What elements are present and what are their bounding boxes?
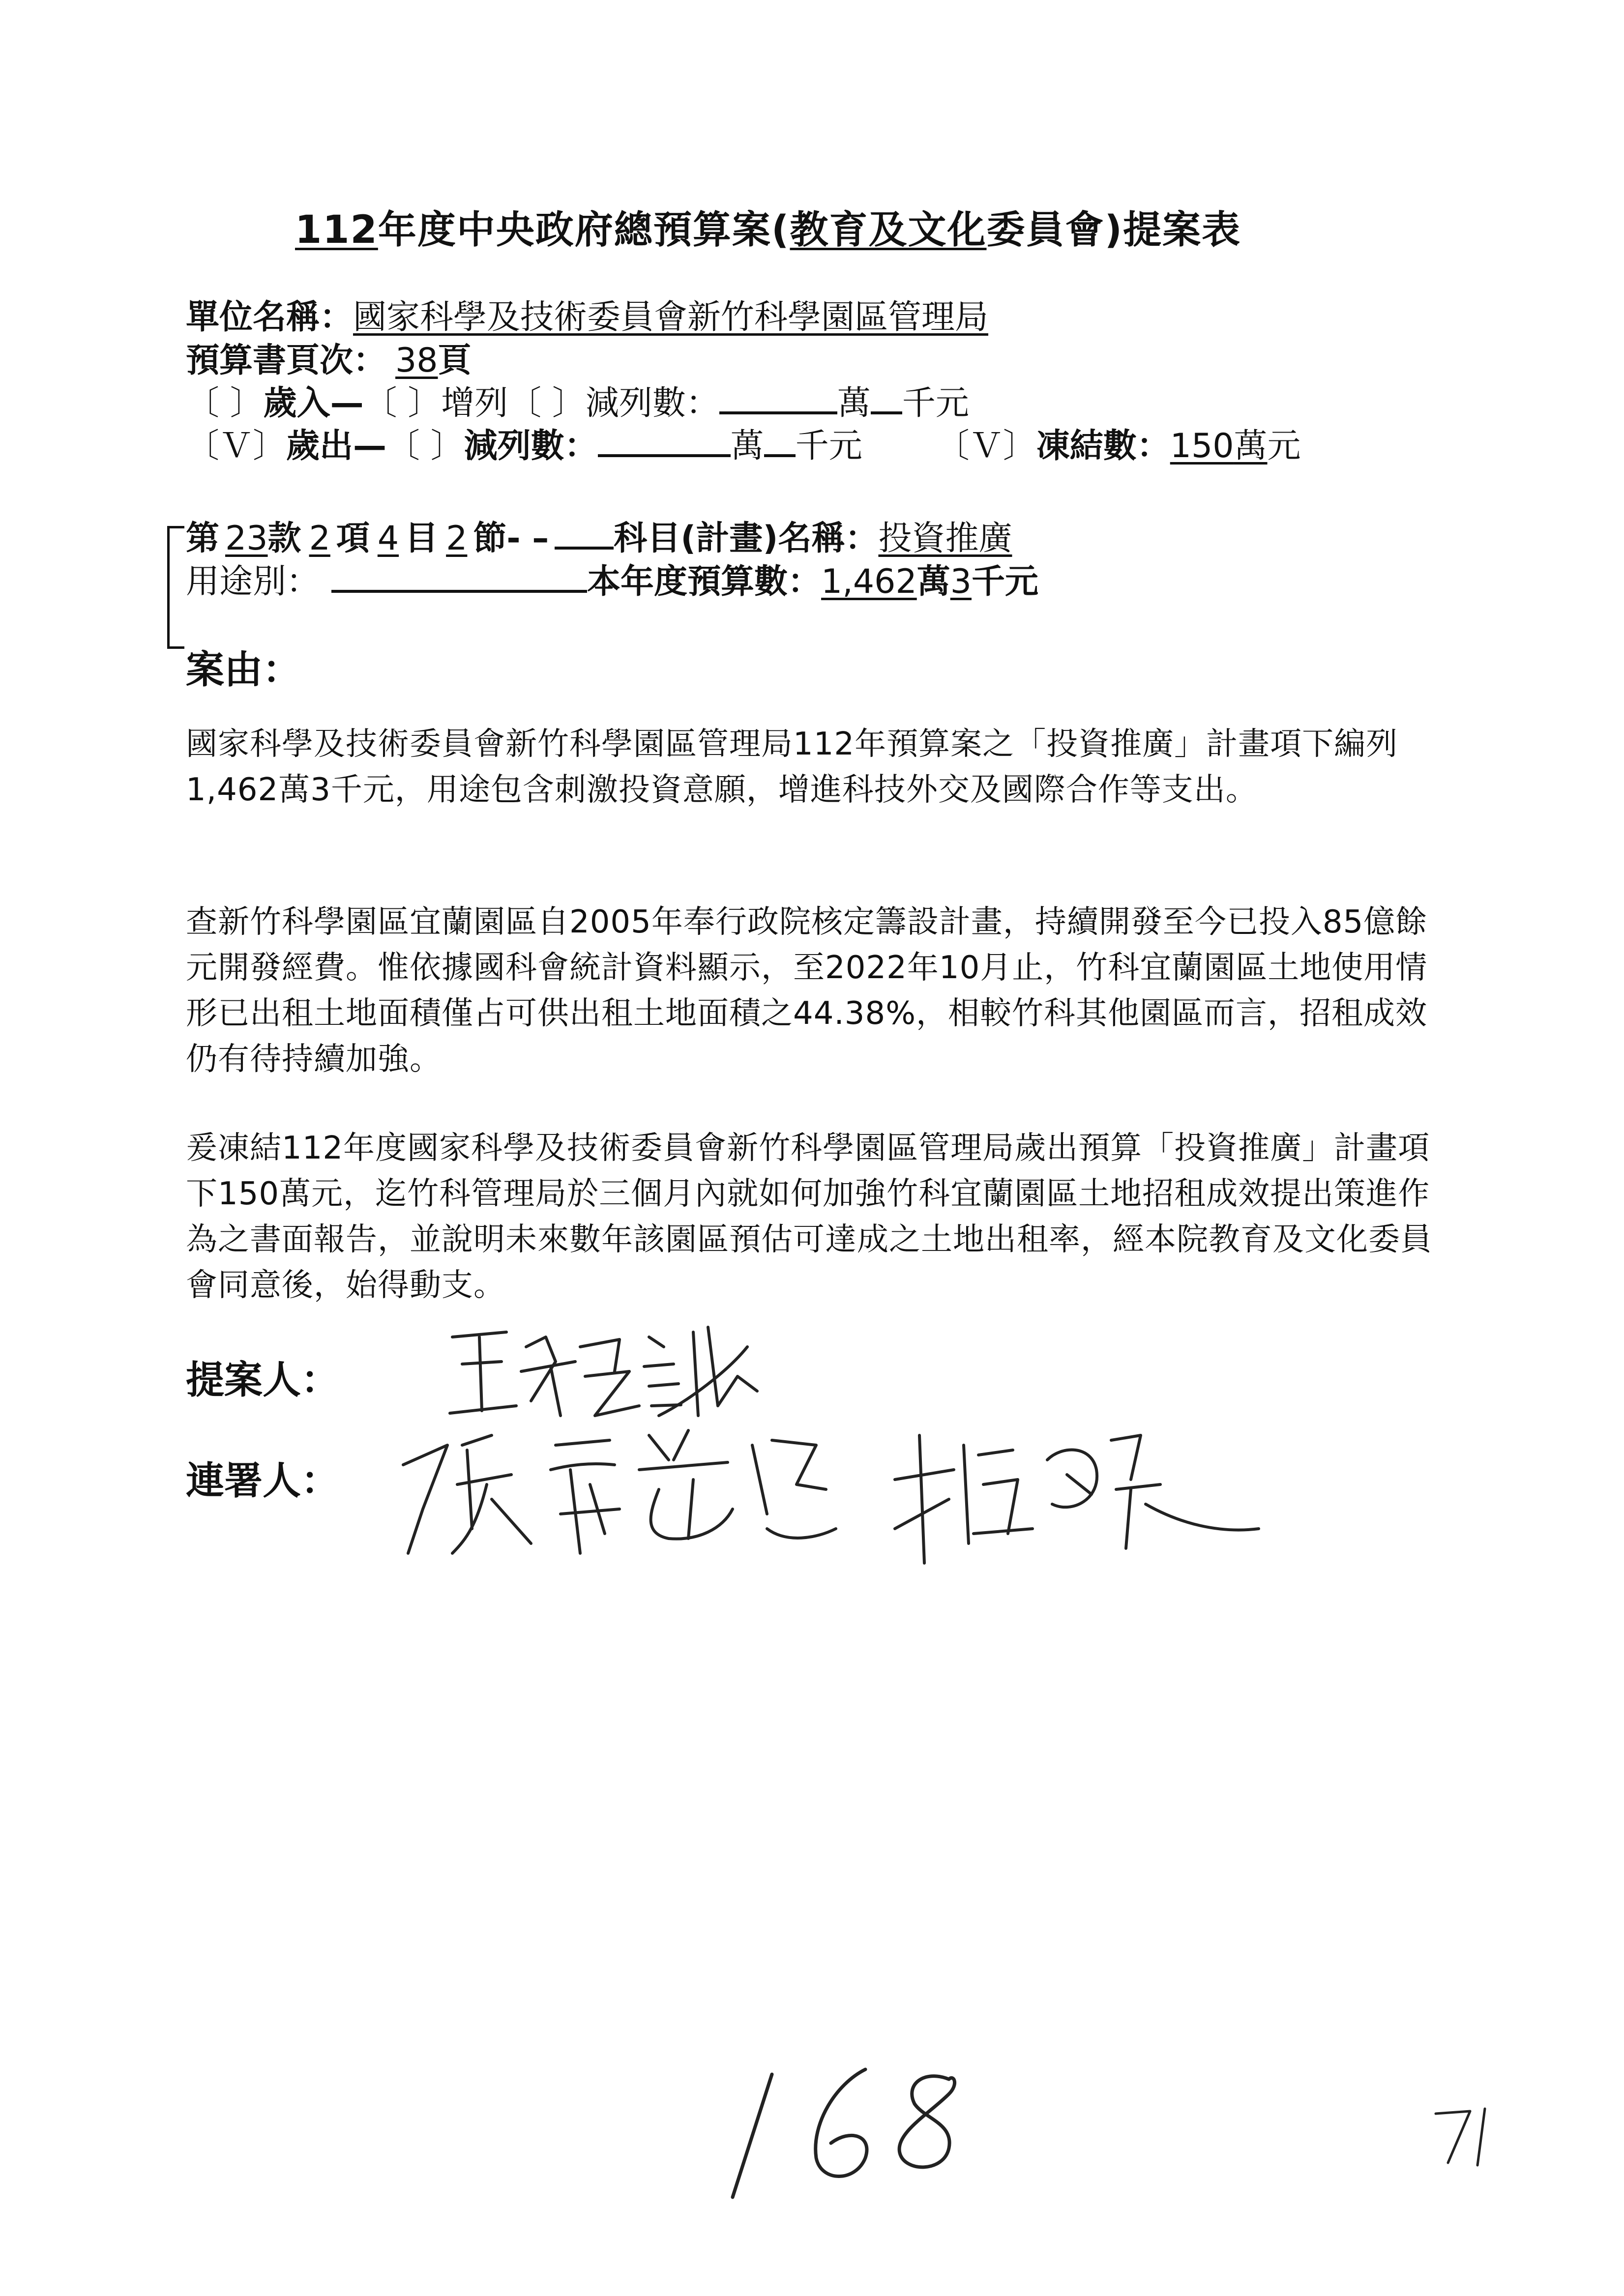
item-jie-no: 2 [446,519,468,558]
expense-check: 〔Ｖ〕 [186,427,287,465]
title-pre: 年度中央政府總預算案( [378,208,790,252]
document-title [295,199,1328,254]
item-mu-no: 4 [377,519,399,558]
revenue-wan-blank [719,386,837,414]
handwritten-page-number [718,2050,993,2207]
budget-label: 本年度預算數： [587,562,822,601]
page-ref-line [186,341,472,380]
revenue-increase: 〔 〕增列 [363,384,508,423]
expense-label: 歲出— [286,427,387,465]
revenue-check: 〔 〕 [186,384,264,423]
budget-qian: 千元 [971,562,1038,601]
item-name-value: 投資推廣 [878,519,1012,558]
handwritten-sheet-number [1426,2099,1505,2173]
freeze-wan: 萬 [1234,427,1268,465]
page-ref-label: 預算書頁次： [186,341,387,380]
expense-decrease-label: 減列數： [464,427,598,465]
freeze-label: 凍結數： [1036,427,1170,465]
revenue-line [186,384,969,423]
proposer-label: 提案人： [186,1358,340,1402]
page-ref-suffix: 頁 [438,341,472,380]
budget-value: 1,462 [821,562,917,601]
cosigner-label: 連署人： [186,1459,340,1503]
unit-label: 單位名稱： [186,298,354,337]
purpose-blank [331,564,587,593]
expense-decrease-check: 〔 〕 [386,427,464,465]
title-committee: 教育及文化 [790,208,987,252]
unit-value: 國家科學及技術委員會新竹科學園區管理局 [353,298,989,337]
item-xiang-no: 2 [309,519,330,558]
page-ref-value: 38 [395,341,438,380]
title-post: 委員會)提案表 [986,208,1241,252]
expense-qian: 千元 [795,427,862,465]
expense-wan: 萬 [730,427,764,465]
cosigner-signatures [393,1416,1372,1573]
budget-wan: 萬 [916,562,950,601]
item-di: 第 [186,519,220,558]
expense-qian-blank [764,429,796,457]
item-bracket [167,526,184,649]
reason-heading: 案由： [186,648,301,692]
freeze-value: 150 [1170,427,1234,465]
item-line [186,519,1012,558]
purpose-line [186,564,1038,599]
reason-paragraph-1: 國家科學及技術委員會新竹科學園區管理局112年預算案之「投資推廣」計畫項下編列1,462萬3千元，用途包含刺激投資意願，增進科技外交及國際合作等支出。 [186,726,1398,808]
freeze-unit: 元 [1267,427,1301,465]
revenue-decrease: 〔 〕減列數： [508,384,719,423]
item-jie: 節- – [473,519,549,558]
revenue-qian-blank [871,386,902,414]
purpose-label: 用途別： [186,562,320,601]
item-kuan-no: 23 [225,519,268,558]
freeze-check: 〔Ｖ〕 [936,427,1036,465]
reason-paragraph-2: 查新竹科學園區宜蘭園區自2005年奉行政院核定籌設計畫，持續開發至今已投入85億餘元開發經費。惟依據國科會統計資料顯示，至2022年10月止，竹科宜蘭園區土地使用情形已出租土地面積僅占可供出租土地面積之44.38%，相較竹科其他園區而言，招租成效仍有待持續加強。 [186,904,1428,1077]
expense-line [186,429,1301,463]
unit-line [186,298,989,337]
item-mu: 目 [405,519,439,558]
revenue-wan: 萬 [837,384,871,423]
item-subject-blank [555,521,614,550]
reason-paragraph-3: 爰凍結112年度國家科學及技術委員會新竹科學園區管理局歲出預算「投資推廣」計畫項下150萬元，迄竹科管理局於三個月內就如何加強竹科宜蘭園區土地招租成效提出策進作為之書面報告，並說明未來數年該園區預估可達成之土地出租率，經本院教育及文化委員會同意後，始得動支。 [186,1130,1432,1304]
item-kuan: 款 [267,519,301,558]
title-year: 112 [295,208,378,252]
revenue-label: 歲入— [263,384,364,423]
item-xiang: 項 [336,519,370,558]
expense-wan-blank [598,429,731,457]
item-name-label: 科目(計畫)名稱： [614,519,879,558]
revenue-qian: 千元 [902,384,969,423]
budget-qian-no: 3 [950,562,972,601]
